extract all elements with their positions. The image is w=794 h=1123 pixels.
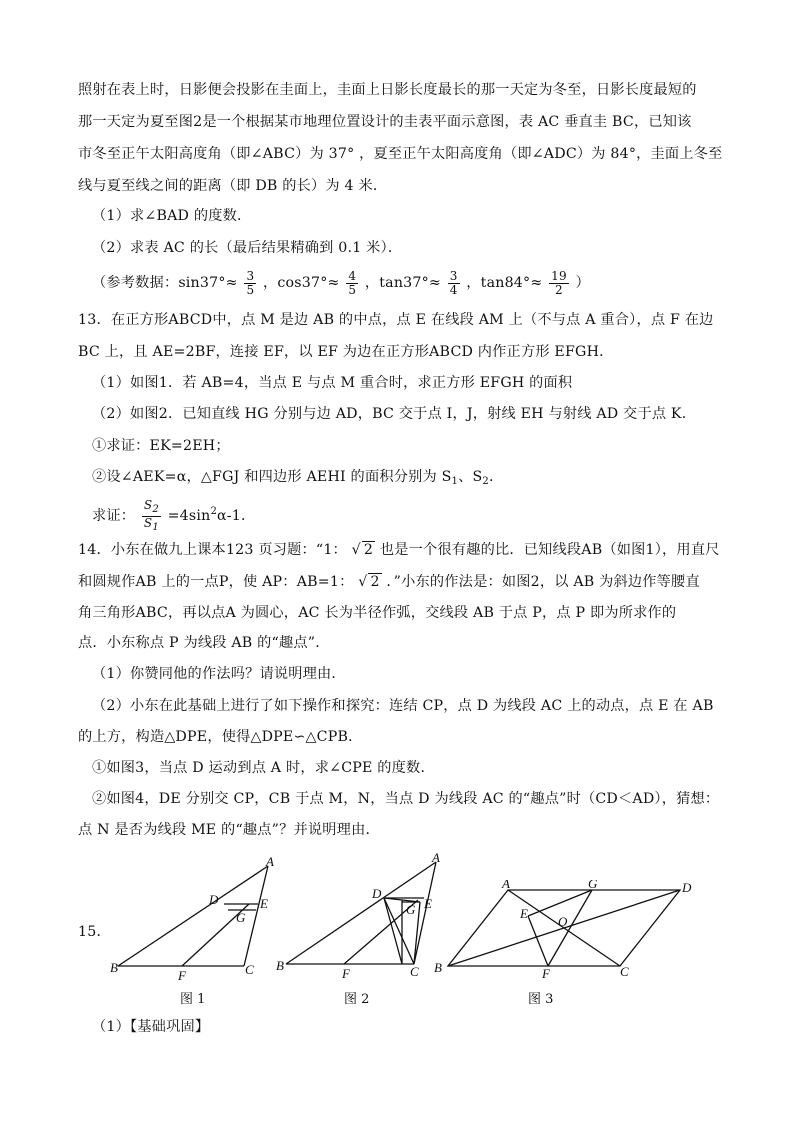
sqrt-symbol: √ 2 [358, 574, 380, 590]
fig3-label-b: B [434, 960, 442, 975]
fig2-label-d: D [372, 886, 382, 901]
figure-3-diagram [428, 880, 698, 980]
figure-1-caption: 图 1 [180, 992, 206, 1007]
fig2-label-a: A [432, 852, 440, 865]
fig3-label-o: O [558, 914, 568, 929]
p14-question-2-line-1: （2）小东在此基础上进行了如下操作和探究：连结 CP，点 D 为线段 AC 上的动点，点 E 在 AB [92, 698, 714, 714]
p13-proof-statement: 求证： $\frac{S_2}{S_1}$ $=4\sin^2\alpha-1$． [92, 497, 256, 533]
figure-3-caption: 图 3 [528, 992, 554, 1007]
p12-line-3: 市冬至正午太阳高度角（即∠ABC）为 37° ，夏至正午太阳高度角（即∠ADC）为 84°，圭面上冬至 [78, 146, 723, 162]
p13-line-1: 13．在正方形ABCD中，点 M 是边 AB 的中点，点 E 在线段 AM 上（不与点 A 重合），点 F 在边 [78, 312, 714, 328]
p13-question-1: （1）如图1．若 AB=4，当点 E 与点 M 重合时，求正方形 EFGH 的面积 [92, 375, 573, 391]
fraction-tan37: $\frac{3}{4}$ [449, 268, 458, 297]
p13-question-2: （2）如图2．已知直线 HG 分别与边 AD，BC 交于点 I，J，射线 EH 与射线 AD 交于点 K． [92, 406, 697, 422]
p14-question-2a: ①如图3，当点 D 运动到点 A 时，求∠CPE 的度数． [92, 760, 435, 776]
fig1-label-f: F [178, 968, 186, 980]
fraction-cos37: $\frac{4}{5}$ [348, 268, 357, 297]
p14-question-2-line-2: 的上方，构造△DPE，使得△DPE∽△CPB． [78, 729, 363, 745]
p12-reference-data: （参考数据：sin37°≈ $\frac{3}{5}$ ，cos37°≈ $\frac{4}{5}$ ，tan37°≈ $\frac{3}{4}$ ，tan84°≈ $\frac{19}{2}$ ） [92, 268, 590, 297]
fig3-label-a: A [502, 880, 510, 891]
p14-line-3: 角三角形ABC，再以点A 为圆心，AC 长为半径作弧，交线段 AB 于点 P，点 P 即为所求作的 [78, 605, 677, 621]
p12-question-1: （1）求∠BAD 的度数． [92, 208, 252, 224]
fig1-label-e: E [260, 896, 268, 911]
p12-line-4: 线与夏至线之间的距离（即 DB 的长）为 4 米． [78, 178, 388, 194]
p12-question-2: （2）求表 AC 的长（最后结果精确到 0.1 米）． [92, 240, 403, 256]
fig1-label-b: B [110, 960, 118, 975]
figure-1-diagram [108, 856, 288, 980]
fig2-label-e: E [424, 896, 432, 911]
p12-line-1: 照射在表上时，日影便会投影在圭面上，圭面上日影长度最长的那一天定为冬至，日影长度最短的 [78, 82, 697, 98]
p14-question-1: （1）你赞同他的作法吗？请说明理由． [92, 666, 346, 682]
p12-line-2: 那一天定为夏至图2是一个根据某市地理位置设计的圭表平面示意图，表 AC 垂直圭 BC，已知该 [78, 114, 692, 130]
fraction-sin37: $\frac{3}{5}$ [246, 268, 255, 297]
fig1-label-a: A [266, 856, 274, 869]
fig3-label-c: C [620, 964, 629, 979]
fig3-label-g: G [588, 880, 598, 891]
fraction-s2-over-s1: $\frac{S_2}{S_1}$ [143, 497, 159, 533]
fig1-label-g: G [236, 910, 246, 925]
p13-line-2: BC 上，且 AE=2BF，连接 EF，以 EF 为边在正方形ABCD 内作正方形 EFGH． [78, 344, 614, 360]
fraction-tan84: $\frac{19}{2}$ [551, 268, 567, 297]
fig2-label-c: C [410, 964, 419, 979]
fig3-label-e: E [520, 906, 528, 921]
sqrt-symbol: √ 2 [351, 542, 374, 558]
p15-number: 15． [78, 924, 111, 940]
p14-line-1: 14．小东在做九上课本123 页习题：“1： √ 2 也是一个很有趣的比．已知线段AB（如图1），用直尺 [78, 542, 720, 558]
figure-2-diagram [274, 852, 454, 980]
figure-2-caption: 图 2 [344, 992, 370, 1007]
fig2-label-b: B [276, 958, 284, 973]
p13-question-2b: ②设∠AEK=α，△FGJ 和四边形 AEHI 的面积分别为 $S_1$、$S_2$． [92, 469, 504, 487]
fig2-label-f: F [342, 966, 350, 980]
p14-line-4: 点．小东称点 P 为线段 AB 的“趣点”． [78, 635, 330, 651]
fig3-label-d: D [682, 880, 692, 895]
p15-section-heading: （1）【基础巩固】 [92, 1019, 210, 1035]
p14-question-2b-line-2: 点 N 是否为线段 ME 的“趣点”？并说明理由． [78, 822, 380, 838]
fig1-label-d: D [209, 892, 219, 907]
fig3-label-f: F [542, 966, 550, 980]
fig1-label-c: C [245, 962, 254, 977]
p13-question-2a: ①求证：EK=2EH； [92, 438, 230, 454]
p14-line-2: 和圆规作AB 上的一点P，使 AP：AB=1： √ 2 ．”小东的作法是：如图2，以 AB 为斜边作等腰直 [78, 574, 700, 590]
fig2-label-g: G [406, 902, 416, 917]
p14-question-2b-line-1: ②如图4，DE 分别交 CP，CB 于点 M，N，当点 D 为线段 AC 的“趣点”时（CD＜AD），猜想： [92, 791, 720, 807]
